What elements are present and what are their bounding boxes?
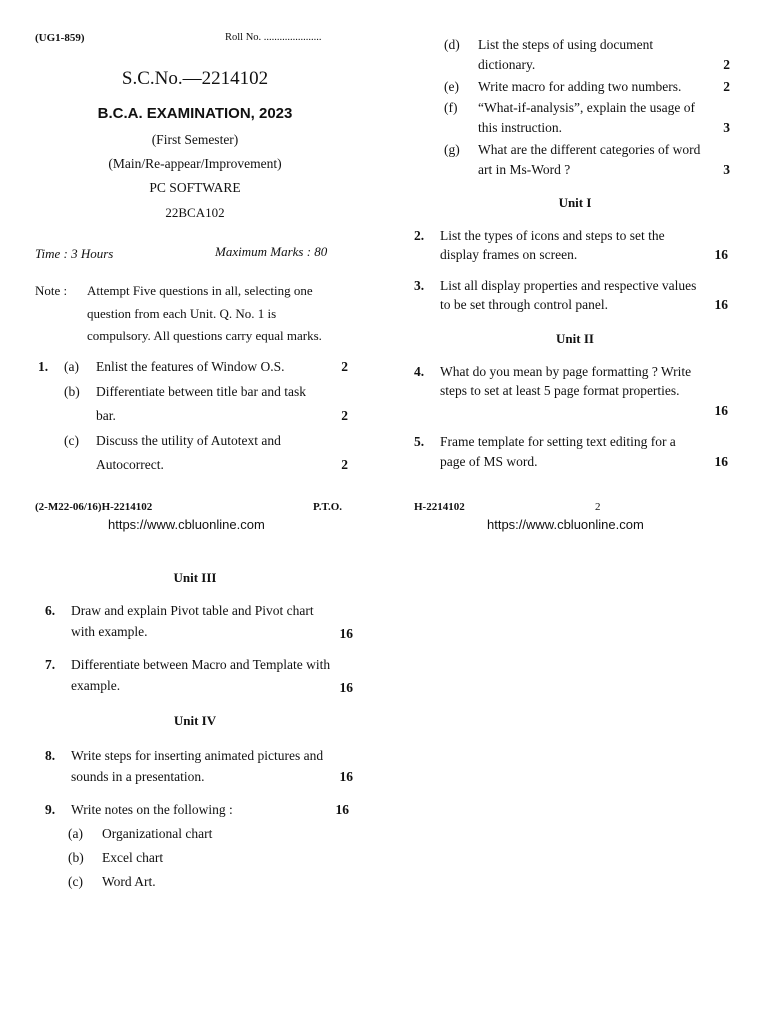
page-footer-code: H-2214102	[414, 501, 465, 513]
marks: 16	[339, 680, 353, 695]
question-text: What do you mean by page formatting ? Write	[440, 364, 692, 379]
question-6	[45, 601, 353, 645]
question-text-cont: steps to set at least 5 page format properties.	[440, 383, 680, 398]
unit-heading: Unit I	[558, 195, 592, 210]
marks: 3	[723, 162, 730, 177]
question-text: Write notes on the following :	[71, 802, 233, 817]
unit-heading: Unit IV	[173, 713, 217, 728]
item-text: Organizational chart	[102, 826, 213, 841]
question-text: Write steps for inserting animated pictures and	[71, 748, 324, 763]
question-text: Differentiate between Macro and Template with	[71, 657, 331, 672]
question-1c	[38, 431, 348, 475]
question-text: List the steps of using document	[478, 37, 654, 52]
page-number: 2	[595, 501, 601, 513]
instructions-note	[35, 280, 355, 348]
sub-label: (a)	[68, 826, 83, 841]
subject-title: PC SOFTWARE	[149, 180, 241, 195]
question-number: 7.	[45, 657, 56, 672]
maximum-marks: Maximum Marks : 80	[215, 244, 328, 259]
question-7	[45, 655, 353, 699]
question-1g	[440, 140, 730, 184]
question-number: 9.	[45, 802, 56, 817]
marks: 16	[714, 403, 728, 418]
question-text: Differentiate between title bar and task	[96, 384, 307, 399]
question-1d	[440, 35, 730, 79]
sub-label: (f)	[444, 100, 458, 115]
page-footer-code: (2-M22-06/16)H-2214102	[35, 501, 153, 513]
question-text-cont: sounds in a presentation.	[71, 769, 205, 784]
question-5	[414, 432, 728, 476]
question-text-cont: this instruction.	[478, 120, 562, 135]
marks: 2	[341, 457, 348, 472]
marks: 2	[341, 408, 348, 423]
question-9-item	[68, 824, 318, 844]
question-text: Write macro for adding two numbers.	[478, 79, 682, 94]
sub-label: (a)	[64, 359, 79, 374]
question-8	[45, 746, 353, 790]
question-text-cont: to be set through control panel.	[440, 297, 608, 312]
source-url: https://www.cbluonline.com	[487, 517, 644, 532]
unit-heading: Unit III	[173, 570, 217, 585]
note-line: compulsory. All questions carry equal marks.	[87, 328, 322, 343]
sub-label: (e)	[444, 79, 459, 94]
question-9-item	[68, 872, 318, 892]
sc-number: S.C.No.—2214102	[121, 68, 269, 89]
question-number: 5.	[414, 434, 425, 449]
question-1f	[440, 98, 730, 142]
question-number: 4.	[414, 364, 425, 379]
exam-mode: (Main/Re-appear/Improvement)	[108, 156, 282, 171]
marks: 2	[723, 79, 730, 94]
question-number: 8.	[45, 748, 56, 763]
question-9-item	[68, 848, 318, 868]
question-text: List the types of icons and steps to set the	[440, 228, 665, 243]
source-url: https://www.cbluonline.com	[108, 517, 265, 532]
question-text: Frame template for setting text editing for a	[440, 434, 676, 449]
semester: (First Semester)	[151, 132, 239, 147]
question-text: Draw and explain Pivot table and Pivot chart	[71, 603, 314, 618]
question-3	[414, 276, 728, 320]
question-2	[414, 226, 728, 270]
paper-code: 22BCA102	[165, 205, 225, 220]
exam-title: B.C.A. EXAMINATION, 2023	[97, 105, 293, 122]
question-text: What are the different categories of word	[478, 142, 701, 157]
question-text: List all display properties and respective values	[440, 278, 697, 293]
question-text-cont: display frames on screen.	[440, 247, 578, 262]
question-text-cont: page of MS word.	[440, 454, 538, 469]
question-text: Enlist the features of Window O.S.	[96, 359, 285, 374]
marks: 16	[714, 247, 728, 262]
question-1b	[38, 382, 348, 426]
question-text-cont: with example.	[71, 624, 148, 639]
question-text-cont: art in Ms-Word ?	[478, 162, 571, 177]
sub-label: (d)	[444, 37, 460, 52]
question-text-cont: Autocorrect.	[96, 457, 164, 472]
note-line: question from each Unit. Q. No. 1 is	[87, 305, 277, 321]
question-number: 1.	[38, 359, 49, 374]
question-number: 3.	[414, 278, 425, 293]
marks: 16	[714, 454, 728, 469]
note-line: Attempt Five questions in all, selecting one	[87, 283, 313, 298]
marks: 2	[341, 359, 348, 374]
time-allowed: Time : 3 Hours	[35, 246, 114, 261]
question-4	[414, 362, 728, 422]
question-1a	[38, 357, 348, 377]
paper-series-code: (UG1-859)	[35, 32, 85, 44]
sub-label: (b)	[68, 850, 84, 865]
marks: 2	[723, 57, 730, 72]
marks: 3	[723, 120, 730, 135]
sub-label: (g)	[444, 142, 460, 157]
roll-number-field: Roll No. ......................	[225, 32, 322, 43]
item-text: Excel chart	[102, 850, 164, 865]
sub-label: (b)	[64, 384, 80, 399]
marks: 16	[339, 626, 353, 641]
note-label: Note :	[35, 283, 68, 298]
marks: 16	[339, 769, 353, 784]
question-text: Discuss the utility of Autotext and	[96, 433, 281, 448]
question-text-cont: example.	[71, 678, 121, 693]
marks: 16	[335, 802, 349, 817]
question-text: “What-if-analysis”, explain the usage of	[478, 100, 696, 115]
sub-label: (c)	[64, 433, 79, 448]
question-number: 6.	[45, 603, 56, 618]
pto-label: P.T.O.	[313, 501, 343, 513]
sub-label: (c)	[68, 874, 83, 889]
question-number: 2.	[414, 228, 425, 243]
question-text-cont: bar.	[96, 408, 116, 423]
item-text: Word Art.	[102, 874, 156, 889]
marks: 16	[714, 297, 728, 312]
unit-heading: Unit II	[556, 331, 594, 346]
question-text-cont: dictionary.	[478, 57, 536, 72]
